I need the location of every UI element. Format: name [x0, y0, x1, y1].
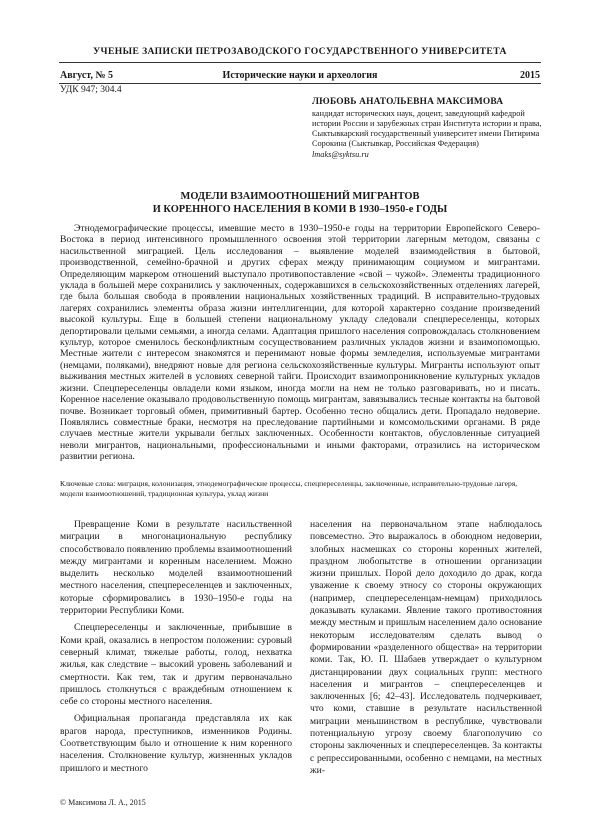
body-paragraph: населения на первоначальном этапе наблюдалось повсеместно. Это выражалось в обоюдном недоверии, злобных насмешках со стороны коренных жителей, праздном любопытстве в отношении организации жизни пришлых. Порой дело доходило до драк, когда уважение к своему этносу со стороны окружающих (например, спецпереселенцам-немцам) приходилось доказывать кулаками. Явление такого противостояния между местным и пришлым населением дало основание некоторым исследователям сделать вывод о формировании «разделенного общества» на территории коми. Так, Ю. П. Шабаев утверждает о культурном дистанцировании двух социальных групп: местного населения и мигрантов – спецпереселенцев и заключенных [6; 42–43]. Исследователь подчеркивает, что коми, ставшие в результате насильственной миграции меньшинством в республике, чувствовали потенциальную угрозу своему благополучию со стороны заключенных и спецпереселенцев. За контакты с репрессированными, особенно с немцами, на местных жи-: [310, 519, 542, 776]
body-paragraph: Превращение Коми в результате насильственной миграции в многонациональную республику способствовало появлению проблемы взаимоотношений между мигрантами и коренным населением. Можно выделить несколько моделей взаимоотношений местного населения, спецпереселенцев и заключенных, которые сформировались в 1930–1950-е годы на территории Республики Коми.: [60, 519, 293, 617]
body-paragraph: Официальная пропаганда представляла их как врагов народа, преступников, изменников Родины. Соответствующим было и отношение к ним коренного населения. Столкновение культур, жизненных укладов пришлого и местного: [60, 713, 292, 774]
body-paragraph: Спецпереселенцы и заключенные, прибывшие в Коми край, оказались в непростом положении: суровый северный климат, тяжелые работы, голод, нехватка жилья, как следствие – высокий уровень заболеваний и смертности. Как тем, так и другим первоначально пришлось столкнуться с враждебным отношением к себе со стороны местного населения.: [60, 622, 292, 708]
body-column-right: [310, 519, 542, 782]
abstract: [60, 223, 540, 463]
article-title: [60, 190, 540, 216]
abstract-text: Этнодемографические процессы, имевшие место в 1930–1950-е годы на территории Европейского Северо-Востока в период интенсивного промышленного освоения этой территории лагерным методом, связаны с насильственной миграцией. Цель исследования – выявление моделей взаимодействия в бытовой, производственной, семейно-брачной и других сферах между принимающим социумом и мигрантами. Определяющим маркером отношений выступало противопоставление «свой – чужой». Элементы традиционного уклада в большей мере сохранились у заключенных, содержавшихся в сельскохозяйственных отделениях лагерей, где была большая свобода в проявлении национальных хозяйственных традиций. В исправительно-трудовых лагерях сохранились элементы образа жизни интеллигенции, для которой характерно создание произведений высокой культуры. Еще в большей степени национальному укладу следовали спецпереселенцы, которых депортировали целыми семьями, а иногда селами. Адаптация пришлого населения сопровождалась столкновением культур, которое сменилось бесконфликтным сосуществованием различных укладов жизни и взаимопомощью. Местные жители с интересом знакомятся и перенимают новые формы земледелия, используемые мигрантами (немцами, поляками), внедряют новые для региона сельскохозяйственные культуры. Мигранты используют опыт выживания местных жителей в условиях северной тайги. Происходит взаимопроникновение культурных укладов жизни. Спецпереселенцы овладели коми языком, иногда могли на нем не только разговаривать, но и писать. Коренное население оказывало продовольственную помощь мигрантам, завязывались тесные контакты на бытовой почве. Возникает торговый обмен, примитивный бартер. Особенно тесно общались дети. Пропадало недоверие. Появлялись совместные браки, несмотря на преследование партийными и комсомольскими органами. В ряде случаев местные жители укрывали беглых заключенных. Особенности контактов, обусловленные ситуацией неволи мигрантов, национальными, профессиональными и иными факторами, отразились на историческом развитии региона.: [60, 223, 540, 463]
author-name: ЛЮБОВЬ АНАТОЛЬЕВНА МАКСИМОВА: [312, 97, 504, 107]
header-rule: [59, 62, 541, 63]
copyright: © Максимова Л. А., 2015: [60, 798, 146, 807]
title-line-2: И КОРЕННОГО НАСЕЛЕНИЯ В КОМИ В 1930–1950-е ГОДЫ: [152, 204, 448, 215]
author-block: [312, 97, 544, 159]
journal-title: УЧЕНЫЕ ЗАПИСКИ ПЕТРОЗАВОДСКОГО ГОСУДАРСТВЕННОГО УНИВЕРСИТЕТА: [93, 46, 507, 57]
section-label: Исторические науки и археология: [222, 70, 378, 81]
author-affiliation: кандидат исторических наук, доцент, заведующий кафедрой истории России и зарубежных стран Института истории и права, Сыктывкарский государственный университет имени Питирима Сорокина (Сыктывкар, Российская Федерация): [312, 109, 542, 148]
body-column-left: [60, 519, 292, 780]
meta-rule: [59, 83, 541, 84]
keywords: Ключевые слова: миграция, колонизация, этнодемографические процессы, спецпереселенцы, заключенные, исправительно-трудовые лагеря, модели взаимоотношений, традиционная культура, уклад жизни: [60, 479, 518, 498]
issue-label: Август, № 5: [60, 70, 114, 81]
year-label: 2015: [520, 70, 540, 81]
author-email: lmaks@syktsu.ru: [312, 150, 369, 159]
udk-code: УДК 947; 304.4: [60, 85, 122, 95]
title-line-1: МОДЕЛИ ВЗАИМООТНОШЕНИЙ МИГРАНТОВ: [180, 191, 420, 202]
